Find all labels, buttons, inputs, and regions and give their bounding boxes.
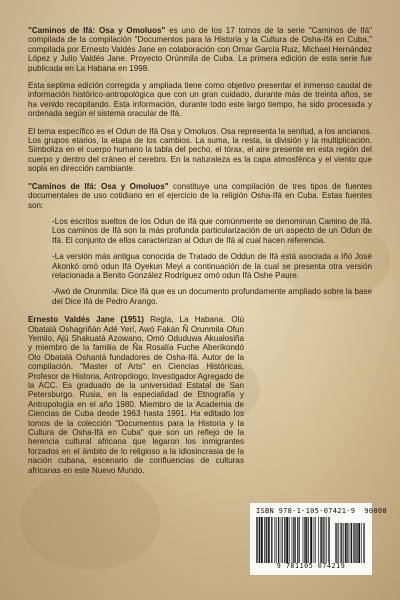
barcode-addon-bar [352, 523, 353, 563]
author-name: Ernesto Valdés Jane (1951) [28, 315, 144, 325]
barcode-addon-bar [353, 523, 354, 563]
edition-paragraph: Esta septima edición corregida y ampliada tiene como objetivo presentar el inmenso caudal de información histórico-antropológica que con un gran cuidado, durante más de treinta años, se ha venido recopilando. Esta información, durante todo este largo tiempo, ha sido procesada y ordenada según el sistema oracular de Ifá. [28, 81, 372, 119]
barcode-bar [308, 517, 309, 563]
barcode-bar [305, 517, 306, 563]
barcode-bar [271, 517, 272, 563]
barcode-addon-bar [350, 523, 351, 563]
barcode-bar [306, 517, 307, 563]
barcode-bar [284, 517, 285, 563]
barcode-addon-bar [341, 523, 342, 563]
barcode-bar [272, 517, 273, 563]
barcode-bar [266, 517, 267, 563]
barcode-bar [294, 517, 295, 563]
barcode-bar [259, 517, 260, 563]
barcode-bar [321, 517, 322, 563]
barcode-bar [328, 517, 329, 563]
barcode-addon-bar [347, 523, 348, 563]
barcode-addon-bar [345, 523, 346, 563]
barcode-bar [287, 517, 288, 563]
barcode-bar [281, 517, 282, 563]
barcode-bar [261, 517, 262, 563]
barcode-addon-bar [340, 523, 341, 563]
source-item: -La versión más antigua conocida de Tratado de Oddun de Ifá está asociada a Iñó José Akonkó omó odun Ifá Oyekun Meyi a continuación de la cual se presenta otra versión relacionada a Benito González Rodríguez omó odun Ifá Oshe Paure. [52, 252, 372, 280]
barcode-bar [279, 517, 280, 563]
barcode-bar [297, 517, 298, 563]
barcode-bar [295, 517, 296, 563]
barcode-bar [285, 517, 286, 563]
isbn-barcode [250, 503, 387, 575]
author-bio-paragraph [28, 315, 244, 475]
barcode-addon-bar [359, 523, 360, 563]
paper-stain [20, 470, 160, 570]
isbn-number: ISBN 978-1-105-07421-9 [256, 507, 356, 515]
barcode-addon-bar [346, 523, 347, 563]
sources-intro-paragraph [28, 182, 372, 210]
barcode-bar [259, 517, 260, 563]
barcode-bar [276, 517, 277, 563]
theme-paragraph: El tema específico es el Odun de Ifá Osa y Omoluos. Osa representa la senitud, a los ancianos. Los grupos etarios, la etapa de los cambios. La suma, la resta, la división y la multiplicación. Simboliza en el cuerpo humano la tabla del pecho, el tórax, el aire presente en esta región del cuerpo y dentro del cráneo el cerebro. En la naturaleza es la capa atmosférica y el viento que sopla en dirección cambiante. [28, 126, 372, 174]
barcode-bar [292, 517, 293, 563]
barcode-bar [289, 517, 290, 563]
price-code: 90000 [364, 507, 387, 515]
source-item: -Los escritos sueltos de los Odun de Ifá que comúnmente se denominan Camino de Ifá. Los caminos de Ifá son la más profunda particularización de un aspecto de un Odun de Ifá. El conjunto de ellos caracterizan al Odun de Ifá al cual hacen referencia. [52, 216, 372, 245]
barcode-bar [299, 517, 300, 563]
barcode-icon [256, 517, 366, 563]
barcode-addon-bar [361, 523, 362, 563]
barcode-bar [326, 517, 327, 563]
barcode-bar [257, 517, 258, 563]
barcode-bar [286, 517, 287, 563]
barcode-bar [323, 517, 324, 563]
barcode-addon-bar [336, 523, 337, 563]
barcode-bar [329, 517, 330, 563]
barcode-addon-bar [338, 523, 339, 563]
barcode-addon-bar [337, 523, 338, 563]
barcode-bar [266, 517, 267, 563]
barcode-addon-bar [363, 523, 364, 563]
barcode-bar [325, 517, 326, 563]
barcode-addon-bar [354, 523, 355, 563]
barcode-bar [314, 517, 315, 563]
sources-intro-text: constituye una compilación de tres tipos de fuentes documentales de uso cotidiano en el ejercicio de la religión Osha-Ifá en Cuba. Estas fuentes son: [28, 181, 373, 210]
source-item: -Awó de Orunmila: Dice Ifá que es un documento profundamente ampliado sobre la base del Dice Ifá de Pedro Arango. [52, 287, 372, 306]
barcode-bar [307, 517, 308, 563]
barcode-bar [303, 517, 304, 563]
barcode-bar [288, 517, 289, 563]
barcode-addon-bar [345, 523, 346, 563]
barcode-bar [269, 517, 270, 563]
barcode-bar [261, 517, 262, 563]
barcode-bar [311, 517, 312, 563]
barcode-bar [268, 517, 269, 563]
barcode-addon-bar [359, 523, 360, 563]
barcode-bar [315, 517, 316, 563]
cover-text [28, 26, 372, 483]
barcode-addon-bar [335, 523, 336, 563]
barcode-bar [275, 517, 276, 563]
barcode-bar [310, 517, 311, 563]
barcode-bar [298, 517, 299, 563]
barcode-addon-bar [351, 523, 352, 563]
barcode-addon-bar [358, 523, 359, 563]
book-title: "Caminos de Ifá: Osa y Omoluos" [28, 26, 166, 35]
barcode-bar [322, 517, 323, 563]
book-title: "Caminos de Ifá: Osa y Omoluos" [28, 181, 169, 191]
intro-text: es uno de los 17 tomos de la serie "Caminos de Ifá" compilada de la compilación "Documentos para la Historia y la Cultura de Osha-Ifá en Cuba," compilada por Ernesto Valdés Jane en colaboración con Omar García Ruiz, Michael Hernández López y Julio Valdés Jane. Proyecto Orúnmila de Cuba. La primera edición de esta serie fue publicada en La Habana en 1998. [28, 26, 373, 73]
barcode-bar [278, 517, 279, 563]
barcode-bar [293, 517, 294, 563]
barcode-bar [268, 517, 269, 563]
barcode-addon-bar [357, 523, 358, 563]
barcode-bar [256, 517, 257, 563]
ean-digits: 9 781105 074219 [276, 562, 346, 570]
author-bio-text: Regla, La Habana. Olú Obatalá Oshagriñán Adé Yerí, Awó Fakán Ñ Orunmila Ofun Yemilo, Ajú Shakuatá Azowano, Omó Oduduwa Akualosiña y miembro de la familia de Ña Rosalía Fuche Aberíkondó Olo Obatalá Oshanlá fundadores de Osha-Ifá. Autor de la compilación. "Master of Arts" en Ciencias Históricas, Profesor de Historia, Antropólogo, Investigador Agregado de la ACC. Es graduado de la universidad Estatal de San Petersburgo. Rusia, en la especialidad de Etnografía y Antropología en el año 1980. Miembro de la Academia de Ciencias de Cuba desde 1963 hasta 1991. Ha editado los tomos de la colección "Documentos para la Historia y la Cultura de Osha-Ifá en Cuba" que son un reflejo de la herencia cultural africana que legaron los inmigrantes forzados en el ámbito de lo religioso a la idiosincrasia de la nación cubana, escenario de confluencias de culturas africanas en este Nuevo Mundo. [28, 315, 245, 475]
barcode-addon-bar [342, 523, 343, 563]
barcode-bar [318, 517, 319, 563]
barcode-addon-bar [356, 523, 357, 563]
barcode-bar [264, 517, 265, 563]
barcode-addon-bar [364, 523, 365, 563]
barcode-bar [262, 517, 263, 563]
intro-paragraph [28, 26, 372, 73]
barcode-bar [320, 517, 321, 563]
barcode-addon-bar [348, 523, 349, 563]
barcode-addon-bar [343, 523, 344, 563]
barcode-bar [282, 517, 283, 563]
isbn-label [256, 507, 387, 515]
barcode-bar [304, 517, 305, 563]
barcode-addon-bar [355, 523, 356, 563]
barcode-bar [312, 517, 313, 563]
